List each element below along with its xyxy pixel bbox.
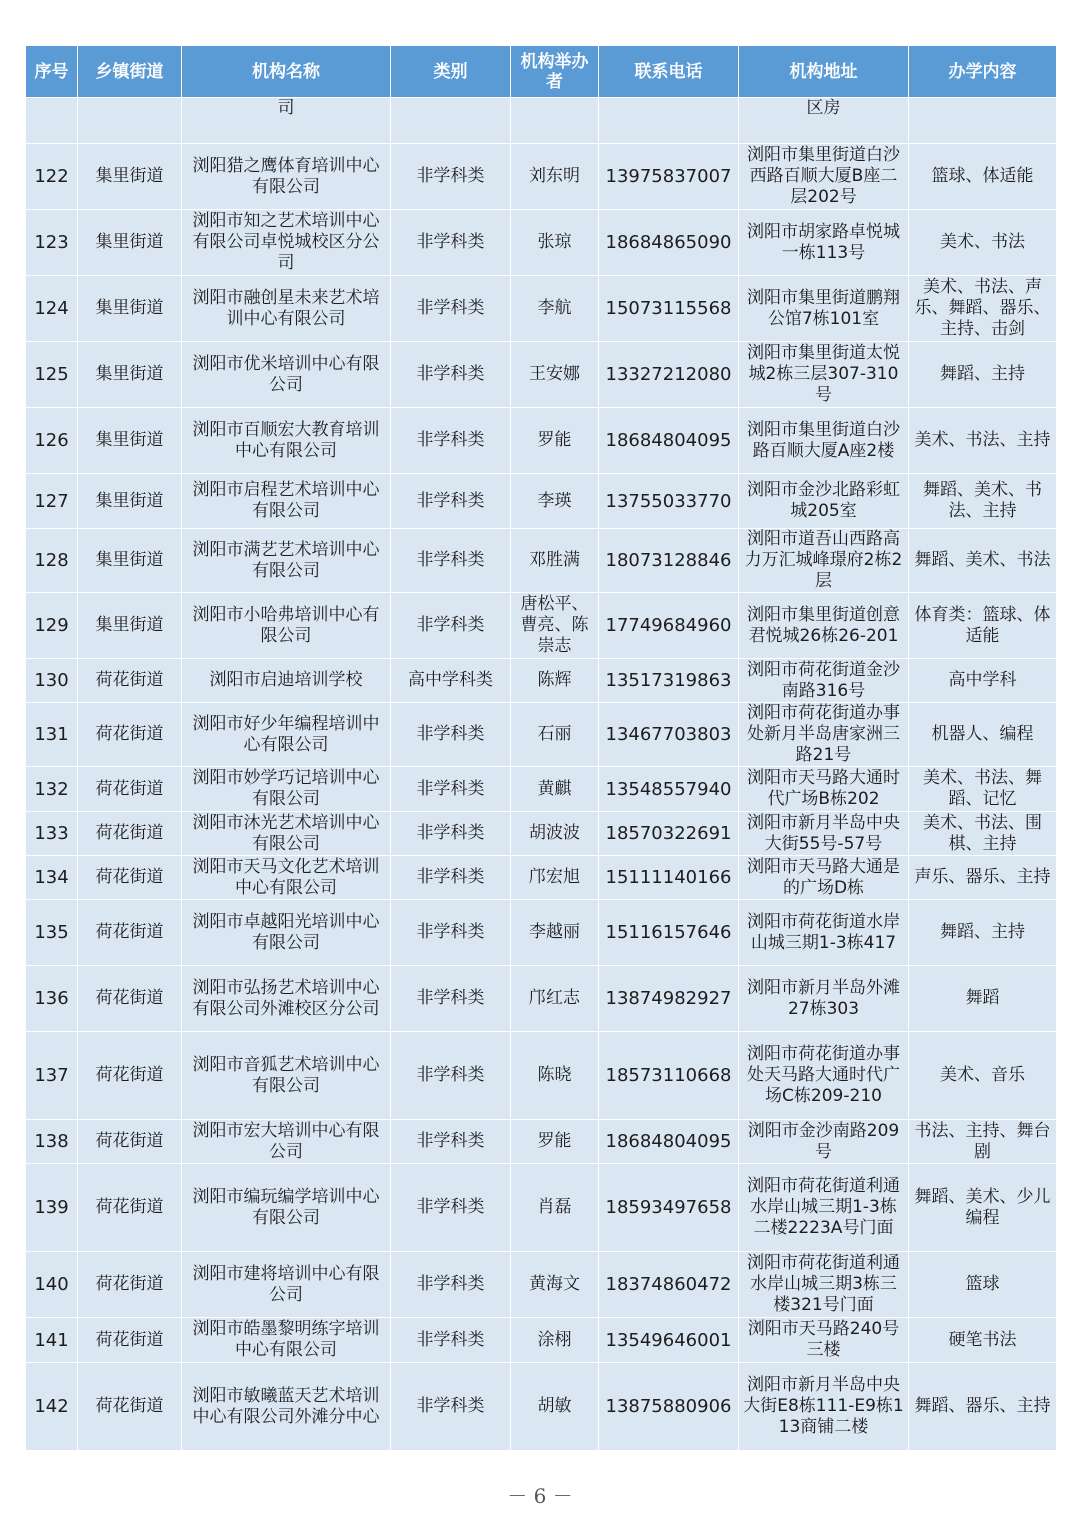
cell-organizer: 罗能 bbox=[511, 1120, 599, 1164]
cell-phone: 15073115568 bbox=[599, 276, 739, 342]
table-row bbox=[26, 1363, 1057, 1451]
cell-phone: 18073128846 bbox=[599, 529, 739, 593]
table-row bbox=[26, 1164, 1057, 1252]
cell-seq: 139 bbox=[26, 1164, 78, 1252]
table-row bbox=[26, 703, 1057, 767]
table-row bbox=[26, 1318, 1057, 1363]
cell-content: 舞蹈 bbox=[909, 966, 1057, 1032]
cell-seq: 127 bbox=[26, 474, 78, 529]
cell-town: 荷花街道 bbox=[78, 812, 182, 856]
cell-town: 荷花街道 bbox=[78, 856, 182, 900]
table-row bbox=[26, 1120, 1057, 1164]
cell-category: 非学科类 bbox=[391, 1164, 511, 1252]
cell-address: 浏阳市荷花街道利通水岸山城三期3栋三楼321号门面 bbox=[739, 1252, 909, 1318]
cell-seq: 129 bbox=[26, 593, 78, 659]
cell-content: 舞蹈、器乐、主持 bbox=[909, 1363, 1057, 1451]
cell-address: 浏阳市天马路240号三楼 bbox=[739, 1318, 909, 1363]
cell-town: 荷花街道 bbox=[78, 1164, 182, 1252]
cell-seq: 142 bbox=[26, 1363, 78, 1451]
cell-content: 舞蹈、美术、少儿编程 bbox=[909, 1164, 1057, 1252]
institution-table-container bbox=[25, 45, 1056, 1451]
cell-seq: 141 bbox=[26, 1318, 78, 1363]
cell-address: 区房 bbox=[739, 98, 909, 144]
cell-name: 浏阳市融创星未来艺术培训中心有限公司 bbox=[182, 276, 391, 342]
cell-phone: 18570322691 bbox=[599, 812, 739, 856]
table-row bbox=[26, 276, 1057, 342]
cell-category: 非学科类 bbox=[391, 276, 511, 342]
institution-table bbox=[25, 45, 1057, 1451]
cell-category: 高中学科类 bbox=[391, 659, 511, 703]
cell-town: 荷花街道 bbox=[78, 703, 182, 767]
cell-address: 浏阳市新月半岛外滩27栋303 bbox=[739, 966, 909, 1032]
cell-address: 浏阳市金沙南路209号 bbox=[739, 1120, 909, 1164]
cell-content: 美术、书法 bbox=[909, 210, 1057, 276]
cell-name: 浏阳市卓越阳光培训中心有限公司 bbox=[182, 900, 391, 966]
cell-category: 非学科类 bbox=[391, 767, 511, 812]
cell-name: 浏阳市建将培训中心有限公司 bbox=[182, 1252, 391, 1318]
cell-category: 非学科类 bbox=[391, 1363, 511, 1451]
cell-address: 浏阳市新月半岛中央大街55号-57号 bbox=[739, 812, 909, 856]
cell-phone: 13975837007 bbox=[599, 144, 739, 210]
cell-organizer: 邝红志 bbox=[511, 966, 599, 1032]
cell-content: 书法、主持、舞台剧 bbox=[909, 1120, 1057, 1164]
cell-seq: 122 bbox=[26, 144, 78, 210]
table-row bbox=[26, 659, 1057, 703]
cell-phone: 13517319863 bbox=[599, 659, 739, 703]
cell-content: 篮球 bbox=[909, 1252, 1057, 1318]
cell-name: 浏阳猎之鹰体育培训中心有限公司 bbox=[182, 144, 391, 210]
cell-address: 浏阳市荷花街道办事处天马路大通时代广场C栋209-210 bbox=[739, 1032, 909, 1120]
cell-content: 舞蹈、美术、书法 bbox=[909, 529, 1057, 593]
cell-organizer: 罗能 bbox=[511, 408, 599, 474]
cell-category: 非学科类 bbox=[391, 1318, 511, 1363]
cell-seq bbox=[26, 98, 78, 144]
cell-name: 浏阳市启程艺术培训中心有限公司 bbox=[182, 474, 391, 529]
cell-name: 浏阳市知之艺术培训中心有限公司卓悦城校区分公司 bbox=[182, 210, 391, 276]
cell-town: 荷花街道 bbox=[78, 767, 182, 812]
cell-category: 非学科类 bbox=[391, 966, 511, 1032]
cell-phone: 17749684960 bbox=[599, 593, 739, 659]
table-row bbox=[26, 144, 1057, 210]
cell-organizer: 李越丽 bbox=[511, 900, 599, 966]
cell-organizer: 刘东明 bbox=[511, 144, 599, 210]
cell-seq: 124 bbox=[26, 276, 78, 342]
cell-phone: 13548557940 bbox=[599, 767, 739, 812]
cell-town: 集里街道 bbox=[78, 529, 182, 593]
cell-phone: 15116157646 bbox=[599, 900, 739, 966]
cell-seq: 128 bbox=[26, 529, 78, 593]
cell-category: 非学科类 bbox=[391, 1120, 511, 1164]
cell-name: 浏阳市百顺宏大教育培训中心有限公司 bbox=[182, 408, 391, 474]
header-organizer: 机构举办者 bbox=[511, 46, 599, 98]
cell-category: 非学科类 bbox=[391, 856, 511, 900]
cell-address: 浏阳市集里街道太悦城2栋三层307-310号 bbox=[739, 342, 909, 408]
cell-address: 浏阳市荷花街道水岸山城三期1-3栋417 bbox=[739, 900, 909, 966]
cell-phone: 15111140166 bbox=[599, 856, 739, 900]
cell-town: 荷花街道 bbox=[78, 966, 182, 1032]
cell-town: 集里街道 bbox=[78, 276, 182, 342]
cell-town: 集里街道 bbox=[78, 474, 182, 529]
cell-seq: 136 bbox=[26, 966, 78, 1032]
cell-phone: 13875880906 bbox=[599, 1363, 739, 1451]
table-row bbox=[26, 98, 1057, 144]
cell-organizer: 邓胜满 bbox=[511, 529, 599, 593]
table-row bbox=[26, 900, 1057, 966]
table-row bbox=[26, 474, 1057, 529]
cell-content: 机器人、编程 bbox=[909, 703, 1057, 767]
header-address: 机构地址 bbox=[739, 46, 909, 98]
cell-seq: 126 bbox=[26, 408, 78, 474]
cell-organizer: 张琼 bbox=[511, 210, 599, 276]
cell-organizer: 肖磊 bbox=[511, 1164, 599, 1252]
cell-address: 浏阳市集里街道创意君悦城26栋26-201 bbox=[739, 593, 909, 659]
cell-phone: 13327212080 bbox=[599, 342, 739, 408]
cell-name: 浏阳市沐光艺术培训中心有限公司 bbox=[182, 812, 391, 856]
cell-phone: 18684804095 bbox=[599, 408, 739, 474]
cell-town: 集里街道 bbox=[78, 593, 182, 659]
cell-category: 非学科类 bbox=[391, 342, 511, 408]
cell-seq: 123 bbox=[26, 210, 78, 276]
cell-organizer: 邝宏旭 bbox=[511, 856, 599, 900]
cell-category: 非学科类 bbox=[391, 703, 511, 767]
cell-content: 美术、书法、主持 bbox=[909, 408, 1057, 474]
cell-name: 浏阳市编玩编学培训中心有限公司 bbox=[182, 1164, 391, 1252]
cell-address: 浏阳市集里街道鹏翔公馆7栋101室 bbox=[739, 276, 909, 342]
table-row bbox=[26, 767, 1057, 812]
cell-content: 美术、音乐 bbox=[909, 1032, 1057, 1120]
cell-phone: 13755033770 bbox=[599, 474, 739, 529]
cell-seq: 135 bbox=[26, 900, 78, 966]
cell-category: 非学科类 bbox=[391, 474, 511, 529]
cell-content bbox=[909, 98, 1057, 144]
cell-town: 荷花街道 bbox=[78, 1318, 182, 1363]
cell-seq: 140 bbox=[26, 1252, 78, 1318]
header-content: 办学内容 bbox=[909, 46, 1057, 98]
table-row bbox=[26, 593, 1057, 659]
table-row bbox=[26, 1032, 1057, 1120]
table-row bbox=[26, 408, 1057, 474]
cell-name: 浏阳市小哈弗培训中心有限公司 bbox=[182, 593, 391, 659]
cell-address: 浏阳市集里街道白沙路百顺大厦A座2楼 bbox=[739, 408, 909, 474]
header-phone: 联系电话 bbox=[599, 46, 739, 98]
cell-phone: 18374860472 bbox=[599, 1252, 739, 1318]
cell-town bbox=[78, 98, 182, 144]
cell-organizer: 黄海文 bbox=[511, 1252, 599, 1318]
table-body bbox=[26, 98, 1057, 1451]
cell-content: 高中学科 bbox=[909, 659, 1057, 703]
cell-name: 浏阳市妙学巧记培训中心有限公司 bbox=[182, 767, 391, 812]
table-row bbox=[26, 529, 1057, 593]
table-header-row bbox=[26, 46, 1057, 98]
cell-name: 司 bbox=[182, 98, 391, 144]
cell-content: 舞蹈、美术、书法、主持 bbox=[909, 474, 1057, 529]
table-row bbox=[26, 210, 1057, 276]
cell-content: 声乐、器乐、主持 bbox=[909, 856, 1057, 900]
cell-content: 体育类：篮球、体适能 bbox=[909, 593, 1057, 659]
cell-address: 浏阳市荷花街道办事处新月半岛唐家洲三路21号 bbox=[739, 703, 909, 767]
cell-seq: 133 bbox=[26, 812, 78, 856]
cell-organizer: 陈晓 bbox=[511, 1032, 599, 1120]
cell-seq: 132 bbox=[26, 767, 78, 812]
cell-address: 浏阳市荷花街道利通水岸山城三期1-3栋二楼2223A号门面 bbox=[739, 1164, 909, 1252]
cell-town: 集里街道 bbox=[78, 144, 182, 210]
cell-town: 荷花街道 bbox=[78, 900, 182, 966]
page-number: － 6 － bbox=[507, 1484, 573, 1508]
cell-organizer bbox=[511, 98, 599, 144]
cell-content: 篮球、体适能 bbox=[909, 144, 1057, 210]
cell-phone: 13874982927 bbox=[599, 966, 739, 1032]
cell-name: 浏阳市音狐艺术培训中心有限公司 bbox=[182, 1032, 391, 1120]
cell-town: 集里街道 bbox=[78, 342, 182, 408]
cell-name: 浏阳市满艺艺术培训中心有限公司 bbox=[182, 529, 391, 593]
cell-organizer: 李瑛 bbox=[511, 474, 599, 529]
cell-town: 集里街道 bbox=[78, 210, 182, 276]
table-row bbox=[26, 812, 1057, 856]
cell-category: 非学科类 bbox=[391, 144, 511, 210]
cell-phone: 13549646001 bbox=[599, 1318, 739, 1363]
cell-category: 非学科类 bbox=[391, 210, 511, 276]
cell-name: 浏阳市好少年编程培训中心有限公司 bbox=[182, 703, 391, 767]
cell-content: 美术、书法、舞蹈、记忆 bbox=[909, 767, 1057, 812]
cell-seq: 137 bbox=[26, 1032, 78, 1120]
cell-town: 荷花街道 bbox=[78, 1032, 182, 1120]
cell-phone bbox=[599, 98, 739, 144]
cell-category: 非学科类 bbox=[391, 900, 511, 966]
cell-phone: 13467703803 bbox=[599, 703, 739, 767]
cell-town: 荷花街道 bbox=[78, 1120, 182, 1164]
cell-name: 浏阳市启迪培训学校 bbox=[182, 659, 391, 703]
header-town: 乡镇街道 bbox=[78, 46, 182, 98]
table-row bbox=[26, 966, 1057, 1032]
cell-organizer: 石丽 bbox=[511, 703, 599, 767]
cell-organizer: 胡敏 bbox=[511, 1363, 599, 1451]
cell-town: 荷花街道 bbox=[78, 659, 182, 703]
table-row bbox=[26, 856, 1057, 900]
cell-address: 浏阳市胡家路卓悦城一栋113号 bbox=[739, 210, 909, 276]
cell-seq: 130 bbox=[26, 659, 78, 703]
cell-phone: 18684865090 bbox=[599, 210, 739, 276]
cell-organizer: 王安娜 bbox=[511, 342, 599, 408]
cell-name: 浏阳市宏大培训中心有限公司 bbox=[182, 1120, 391, 1164]
cell-seq: 131 bbox=[26, 703, 78, 767]
cell-address: 浏阳市道吾山西路高力万汇城峰璟府2栋2层 bbox=[739, 529, 909, 593]
cell-content: 硬笔书法 bbox=[909, 1318, 1057, 1363]
cell-category: 非学科类 bbox=[391, 1252, 511, 1318]
cell-phone: 18573110668 bbox=[599, 1032, 739, 1120]
cell-organizer: 唐松平、曹亮、陈崇志 bbox=[511, 593, 599, 659]
cell-address: 浏阳市新月半岛中央大街E8栋111-E9栋113商铺二楼 bbox=[739, 1363, 909, 1451]
cell-category: 非学科类 bbox=[391, 812, 511, 856]
cell-organizer: 李航 bbox=[511, 276, 599, 342]
cell-content: 舞蹈、主持 bbox=[909, 900, 1057, 966]
cell-organizer: 胡波波 bbox=[511, 812, 599, 856]
cell-town: 荷花街道 bbox=[78, 1363, 182, 1451]
cell-address: 浏阳市荷花街道金沙南路316号 bbox=[739, 659, 909, 703]
cell-content: 美术、书法、声乐、舞蹈、器乐、主持、击剑 bbox=[909, 276, 1057, 342]
cell-category: 非学科类 bbox=[391, 593, 511, 659]
cell-address: 浏阳市集里街道白沙西路百顺大厦B座二层202号 bbox=[739, 144, 909, 210]
cell-category: 非学科类 bbox=[391, 408, 511, 474]
cell-address: 浏阳市天马路大通是的广场D栋 bbox=[739, 856, 909, 900]
cell-name: 浏阳市皓墨黎明练字培训中心有限公司 bbox=[182, 1318, 391, 1363]
cell-seq: 134 bbox=[26, 856, 78, 900]
cell-content: 美术、书法、围棋、主持 bbox=[909, 812, 1057, 856]
header-seq: 序号 bbox=[26, 46, 78, 98]
cell-organizer: 陈辉 bbox=[511, 659, 599, 703]
header-name: 机构名称 bbox=[182, 46, 391, 98]
cell-address: 浏阳市金沙北路彩虹城205室 bbox=[739, 474, 909, 529]
cell-content: 舞蹈、主持 bbox=[909, 342, 1057, 408]
cell-address: 浏阳市天马路大通时代广场B栋202 bbox=[739, 767, 909, 812]
cell-organizer: 涂栩 bbox=[511, 1318, 599, 1363]
cell-category: 非学科类 bbox=[391, 1032, 511, 1120]
cell-name: 浏阳市弘扬艺术培训中心有限公司外滩校区分公司 bbox=[182, 966, 391, 1032]
cell-phone: 18593497658 bbox=[599, 1164, 739, 1252]
cell-town: 集里街道 bbox=[78, 408, 182, 474]
cell-seq: 125 bbox=[26, 342, 78, 408]
cell-name: 浏阳市优米培训中心有限公司 bbox=[182, 342, 391, 408]
cell-name: 浏阳市天马文化艺术培训中心有限公司 bbox=[182, 856, 391, 900]
cell-category: 非学科类 bbox=[391, 529, 511, 593]
cell-organizer: 黄麒 bbox=[511, 767, 599, 812]
cell-town: 荷花街道 bbox=[78, 1252, 182, 1318]
cell-name: 浏阳市敏曦蓝天艺术培训中心有限公司外滩分中心 bbox=[182, 1363, 391, 1451]
cell-phone: 18684804095 bbox=[599, 1120, 739, 1164]
table-row bbox=[26, 1252, 1057, 1318]
table-row bbox=[26, 342, 1057, 408]
header-category: 类别 bbox=[391, 46, 511, 98]
cell-seq: 138 bbox=[26, 1120, 78, 1164]
cell-category bbox=[391, 98, 511, 144]
